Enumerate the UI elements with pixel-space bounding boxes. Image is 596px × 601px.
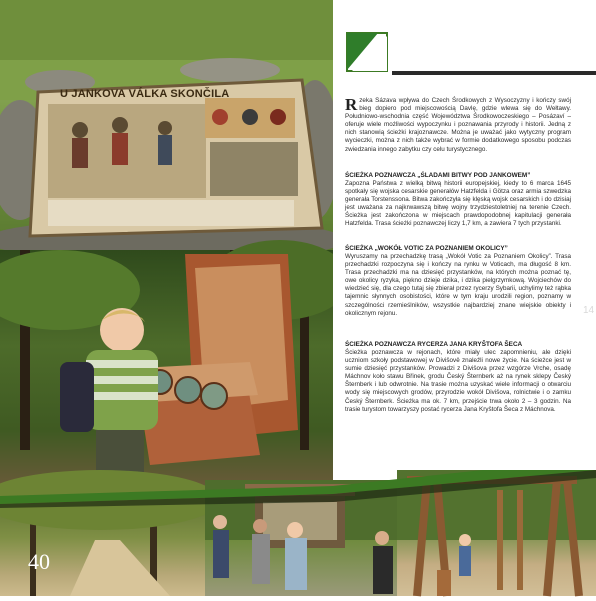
board-photo-illustration bbox=[0, 0, 333, 250]
section-heading-knight-trail: ŚCIEŻKA POZNAWCZA RYCERZA JANA KRYŠTOFA ŠECA bbox=[345, 341, 523, 348]
photo-child-at-sign bbox=[0, 250, 333, 490]
intro-dropcap: R bbox=[345, 95, 358, 114]
intro-paragraph bbox=[345, 97, 571, 154]
photo-information-board bbox=[0, 0, 333, 250]
section-heading-battle-trail: ŚCIEŻKA POZNAWCZA „ŚLADAMI BITWY POD JANKOWEM” bbox=[345, 172, 531, 179]
board-title: U JANKOVA VÁLKA SKONČILA bbox=[60, 88, 230, 100]
header-rule bbox=[392, 71, 596, 75]
page-number: 40 bbox=[28, 549, 50, 574]
region-logo-icon bbox=[346, 32, 388, 72]
kid-photo-illustration bbox=[0, 250, 333, 490]
section-text-votice-trail: Wyruszamy na przechadzkę trasą „Wokół Votic za Poznaniem Okolicy”. Trasa przechadzki rozpoczyna się i kończy na rynku w Voticach, ma długość 8 km. Trasa przechadzki ma na dziesięć przystanków, na których można poznać tę, owe okolicy ryzyka, piękno dzieje dzika, i dzika pielgrzymkową. Wojciechów do wiedzieć się, dla czego tutaj się zbierał przez rycerzy Sybarii, uchylimy też rąbka tajemnic słynnych osobistości, które w tym kraju urodzili region, poznamy w szczególności rzemieślników, wszystkie najbardziej znane wiejskie obiekty i okolicznym rejonu. bbox=[345, 253, 571, 317]
intro-text: zeka Sázava wpływa do Czech Środkowych z Wysoczyzny i kończy swój bieg dopiero pod miejscowością Davlę, gdzie wlewa się do Wełtawy. Południowo-wschodnia część Województwa Środkowoczeskiego – Posázaví – oferuje wiele możliwości wypoczynku i poznawania przyrody i historii. Jedną z nich stanowią ścieżki krajoznawcze. Można je uważać jako wytyczny program wycieczki, można z nich także wybrać w formie dodatkowego sposobu podczas zwiedzania innego zabytku czy celu turystycznego. bbox=[345, 97, 571, 153]
section-text-knight-trail: Ścieżka poznawcza w rejonach, które miały ulec zapomnieniu, ale dzięki uczniom szkoły podstawowej w Divišově znaleźli nowe życie. Na ścieżce jest w sumie dziesięć przystanków. Prowadzi z Divišova przez wzgórze Vrche, osadę Máchnov koło stawu Břinek, grodu Český Šternberk aż na rynek sklepy Český Šternberk i lub odwrotnie. Na trasie można uzyskać wiele informacji o otwarciu wody się miejscowych grodów, przyrodzie wokół Divišova, rolnictwie i o zamku Český Šternberk. Ścieżka ma ok. 7 km, przejście trwa około 2 – 3 godzin. Na trasie turystom towarzyszy postać rycerza Jana Kryštofa Šeca z Máchnova. bbox=[345, 349, 571, 413]
side-faded-digits: 14 bbox=[583, 305, 595, 316]
section-text-battle-trail: Zapozna Państwa z wielką bitwą historii europejskiej, kiedy to 6 marca 1645 spotkały się wojska cesarskie generałów Hatzfelda i Götza oraz armia szwedzka generała Torstenssona. Bitwa zakończyła się klęską wojsk cesarskich i do dzisiaj jest uważana za najkrwawszą bitwę wojny trzydziestoletniej na terenie Czech. Ścieżka jest zakończona w miejscach prawdopodobnej kapitulacji generała Hatzfelda. Trasa ścieżki poznawczej liczy 1,7 km, a zawiera 7 tych przystanki. bbox=[345, 180, 571, 228]
section-heading-votice-trail: ŚCIEŻKA „WOKÓŁ VOTIC ZA POZNANIEM OKOLICY” bbox=[345, 245, 508, 252]
